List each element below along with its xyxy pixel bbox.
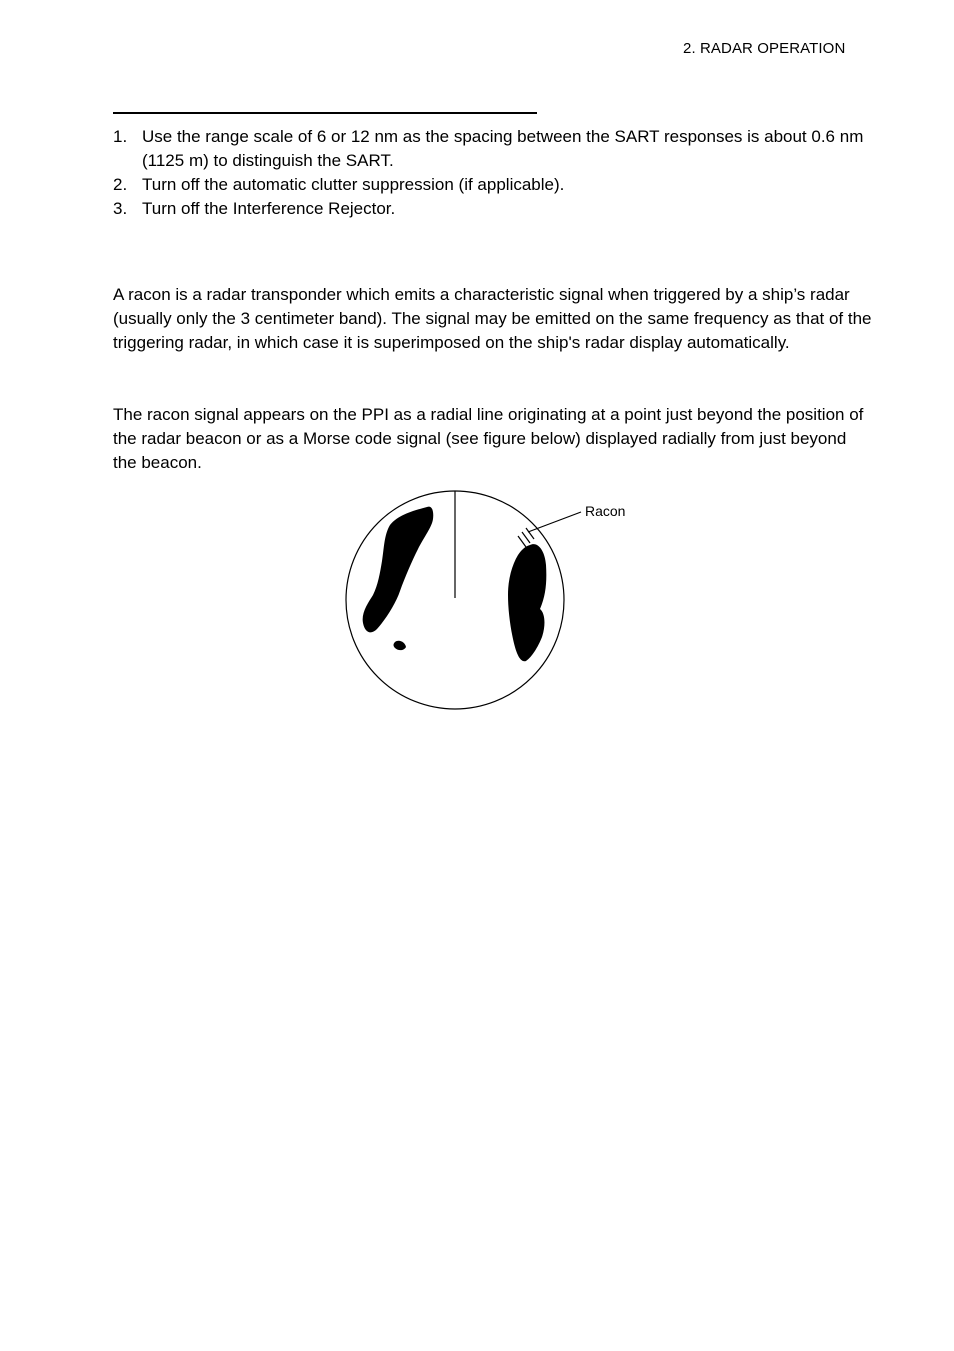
list-item-number: 2. xyxy=(113,175,128,194)
list-item-text: Use the range scale of 6 or 12 nm as the spacing between the SART responses is about 0.6 nm (1125 m) to distinguish the SART. xyxy=(142,127,864,170)
heading-rule xyxy=(113,112,537,114)
list-item-number: 3. xyxy=(113,199,128,218)
racon-leader-line xyxy=(528,512,581,532)
list-item-text: Turn off the automatic clutter suppression (if applicable). xyxy=(142,175,565,194)
small-echo xyxy=(394,641,407,650)
list-item xyxy=(113,173,873,197)
racon-label: Racon xyxy=(585,503,626,519)
page-header-section: 2. RADAR OPERATION xyxy=(683,40,846,57)
racon-ppi-figure xyxy=(340,485,650,717)
right-landmass-echo xyxy=(508,544,546,661)
racon-dash-2 xyxy=(522,532,530,543)
left-landmass-echo xyxy=(363,507,434,633)
racon-definition-paragraph: A racon is a radar transponder which emits a characteristic signal when triggered by a ship’s radar (usually only the 3 centimeter band). The signal may be emitted on the same frequency as that of the triggering radar, in which case it is superimposed on the ship's radar display automatically. xyxy=(113,285,872,352)
list-item xyxy=(113,197,873,221)
list-item xyxy=(113,125,873,173)
list-item-text: Turn off the Interference Rejector. xyxy=(142,199,396,218)
list-item-number: 1. xyxy=(113,127,128,146)
racon-dash-1 xyxy=(518,536,526,547)
sart-procedure-list xyxy=(113,125,873,221)
racon-appearance-paragraph: The racon signal appears on the PPI as a radial line originating at a point just beyond the position of the radar beacon or as a Morse code signal (see figure below) displayed radially from just beyond the beacon. xyxy=(113,405,864,472)
